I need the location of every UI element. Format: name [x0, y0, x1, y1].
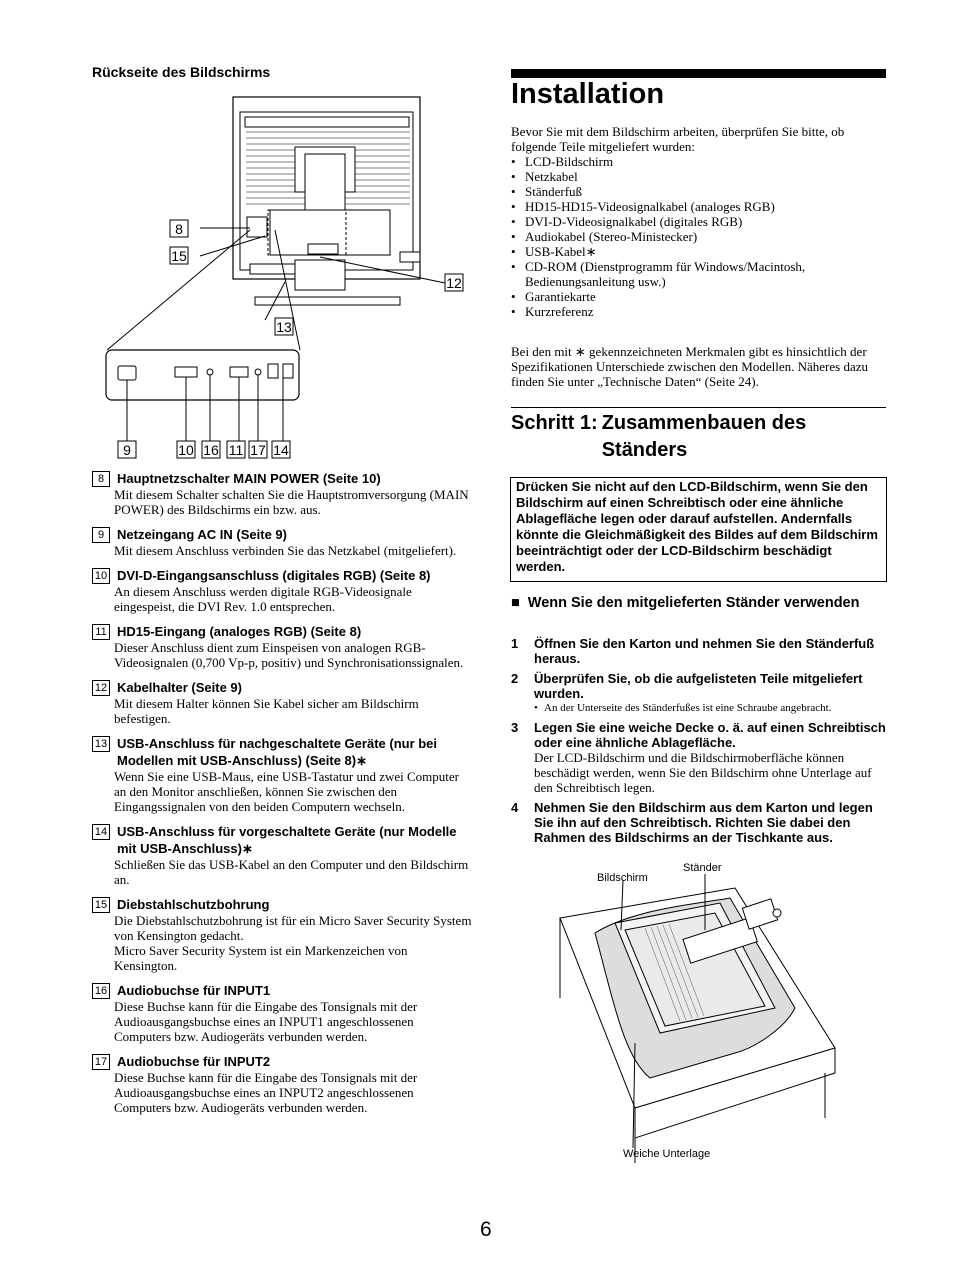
step-head: Öffnen Sie den Karton und nehmen Sie den Ständerfuß heraus. [534, 636, 875, 666]
intro-text [511, 124, 886, 319]
callout-9: 9 [123, 442, 131, 458]
step-head: Überprüfen Sie, ob die aufgelisteten Teile mitgeliefert wurden. [534, 671, 863, 701]
item-number: 14 [92, 824, 110, 840]
square-bullet-icon: ■ [511, 595, 520, 611]
item-number: 10 [92, 568, 110, 584]
item-title: Hauptnetzschalter MAIN POWER (Seite 10) [117, 471, 381, 486]
label-bildschirm: Bildschirm [597, 872, 648, 884]
label-weiche-unterlage: Weiche Unterlage [623, 1148, 711, 1160]
list-item [92, 623, 472, 670]
monitor-on-pad-illustration [555, 858, 865, 1168]
list-item: • CD-ROM (Dienstprogramm für Windows/Macintosh, Bedienungsanleitung usw.) [511, 259, 886, 289]
item-body-2: Micro Saver Security System ist ein Markenzeichen von Kensington. [114, 943, 408, 973]
item-number: 9 [92, 527, 110, 543]
step-item [511, 636, 886, 666]
item-title: USB-Anschluss für nachgeschaltete Geräte (nur bei Modellen mit USB-Anschluss) (Seite 8)∗ [117, 736, 438, 768]
step-title-text: Zusammenbauen des Ständers [601, 412, 807, 461]
item-title: DVI-D-Eingangsanschluss (digitales RGB) (Seite 8) [117, 568, 431, 583]
callout-14: 14 [273, 442, 289, 458]
callout-16: 16 [203, 442, 219, 458]
page-title: Installation [511, 78, 665, 110]
item-body: Schließen Sie das USB-Kabel an den Computer und den Bildschirm an. [114, 857, 469, 887]
steps-list [511, 636, 886, 850]
callout-17: 17 [250, 442, 266, 458]
label-staender: Ständer [683, 862, 722, 874]
subsection-heading [511, 594, 886, 612]
step-number: 1 [511, 636, 519, 651]
item-number: 8 [92, 471, 110, 487]
list-item [92, 1053, 472, 1115]
item-title: HD15-Eingang (analoges RGB) (Seite 8) [117, 624, 362, 639]
item-body: Wenn Sie eine USB-Maus, eine USB-Tastatur und zwei Computer an den Monitor anschließen, können Sie zwischen den Eingangssignalen von den beiden Computern wechseln. [114, 769, 460, 814]
list-item [92, 735, 472, 814]
step-heading [511, 410, 886, 464]
list-item [92, 526, 472, 558]
step-number: 3 [511, 720, 519, 735]
item-body: Die Diebstahlschutzbohrung ist für ein Micro Saver Security System von Kensington gedacht. [114, 913, 472, 943]
page-number: 6 [480, 1218, 492, 1241]
step-note: • An der Unterseite des Ständerfußes ist eine Schraube angebracht. [534, 701, 886, 715]
item-title: USB-Anschluss für vorgeschaltete Geräte (nur Modelle mit USB-Anschluss)∗ [117, 824, 457, 856]
item-body: An diesem Anschluss werden digitale RGB-Videosignale eingespeist, die DVI Rev. 1.0 entsprechen. [114, 584, 412, 614]
monitor-rear-diagram [90, 92, 470, 462]
list-item: • Audiokabel (Stereo-Ministecker) [511, 229, 886, 244]
item-number: 15 [92, 897, 110, 913]
title-rule [511, 69, 886, 78]
list-item: • LCD-Bildschirm [511, 154, 886, 169]
step-body: Der LCD-Bildschirm und die Bildschirmoberfläche können beschädigt werden, wenn Sie den Bildschirm ohne Unterlage auf den Schreibtisch legen. [534, 750, 872, 795]
list-item: • Garantiekarte [511, 289, 886, 304]
rear-items-list [92, 470, 472, 1124]
section-heading-rear: Rückseite des Bildschirms [92, 64, 271, 80]
callout-15: 15 [171, 248, 187, 264]
item-body: Mit diesem Halter können Sie Kabel sicher am Bildschirm befestigen. [114, 696, 419, 726]
step-item [511, 720, 886, 795]
item-body: Mit diesem Anschluss verbinden Sie das Netzkabel (mitgeliefert). [114, 543, 457, 558]
parts-list [511, 154, 886, 319]
subsection-text: Wenn Sie den mitgelieferten Ständer verwenden [527, 595, 860, 611]
list-item: • Ständerfuß [511, 184, 886, 199]
list-item: • DVI-D-Videosignalkabel (digitales RGB) [511, 214, 886, 229]
step-item [511, 671, 886, 715]
item-title: Kabelhalter (Seite 9) [117, 680, 242, 695]
model-note: Bei den mit ∗ gekennzeichneten Merkmalen gibt es hinsichtlich der Spezifikationen Unterschiede zwischen den Modellen. Näheres dazu finden Sie unter „Technische Daten“ (Seite 24). [511, 344, 869, 389]
item-number: 17 [92, 1054, 110, 1070]
callout-12: 12 [446, 275, 462, 291]
item-number: 13 [92, 736, 110, 752]
step-number: 2 [511, 671, 519, 686]
list-item: • HD15-HD15-Videosignalkabel (analoges RGB) [511, 199, 886, 214]
item-number: 12 [92, 680, 110, 696]
list-item: • USB-Kabel∗ [511, 244, 886, 259]
list-item: • Netzkabel [511, 169, 886, 184]
step-head: Nehmen Sie den Bildschirm aus dem Karton und legen Sie ihn auf den Schreibtisch. Richten Sie dabei den Rahmen des Bildschirms an der Tischkante aus. [534, 800, 873, 845]
item-title: Audiobuchse für INPUT1 [117, 983, 271, 998]
step-label: Schritt 1: [511, 412, 598, 434]
warning-box: Drücken Sie nicht auf den LCD-Bildschirm, wenn Sie den Bildschirm auf einen Schreibtisch oder eine ähnliche Ablagefläche legen oder darauf aufstellen. Andernfalls könnte die Gleichmäßigkeit des Bildes auf dem Bildschirm beeinträchtigt oder der LCD-Bildschirm beschädigt werden. [510, 477, 887, 582]
intro-paragraph: Bevor Sie mit dem Bildschirm arbeiten, überprüfen Sie bitte, ob folgende Teile mitgeliefert wurden: [511, 124, 845, 154]
item-number: 16 [92, 983, 110, 999]
item-title: Audiobuchse für INPUT2 [117, 1054, 271, 1069]
list-item [92, 982, 472, 1044]
callout-8: 8 [175, 221, 183, 237]
list-item [92, 470, 472, 517]
item-body: Mit diesem Schalter schalten Sie die Hauptstromversorgung (MAIN POWER) des Bildschirms ein bzw. aus. [114, 487, 469, 517]
item-number: 11 [92, 624, 110, 640]
list-item [92, 679, 472, 726]
item-body: Diese Buchse kann für die Eingabe des Tonsignals mit der Audioausgangsbuchse eines an INPUT2 angeschlossenen Computers bzw. Audiogeräts verbunden werden. [114, 1070, 418, 1115]
item-title: Diebstahlschutzbohrung [117, 897, 270, 912]
step-number: 4 [511, 800, 519, 815]
list-item [92, 567, 472, 614]
list-item [92, 896, 472, 973]
callout-11: 11 [228, 442, 244, 458]
item-title: Netzeingang AC IN (Seite 9) [117, 527, 287, 542]
callout-10: 10 [178, 442, 194, 458]
callout-13: 13 [276, 319, 292, 335]
section-rule [511, 407, 886, 408]
step-item [511, 800, 886, 845]
step-head: Legen Sie eine weiche Decke o. ä. auf einen Schreibtisch oder eine ähnliche Ablagefläche. [534, 720, 886, 750]
list-item [92, 823, 472, 887]
item-body: Diese Buchse kann für die Eingabe des Tonsignals mit der Audioausgangsbuchse eines an INPUT1 angeschlossenen Computers bzw. Audiogeräts verbunden werden. [114, 999, 418, 1044]
list-item: • Kurzreferenz [511, 304, 886, 319]
item-body: Dieser Anschluss dient zum Einspeisen von analogen RGB-Videosignalen (0,700 Vp-p, positiv) und Synchronisationssignalen. [114, 640, 464, 670]
